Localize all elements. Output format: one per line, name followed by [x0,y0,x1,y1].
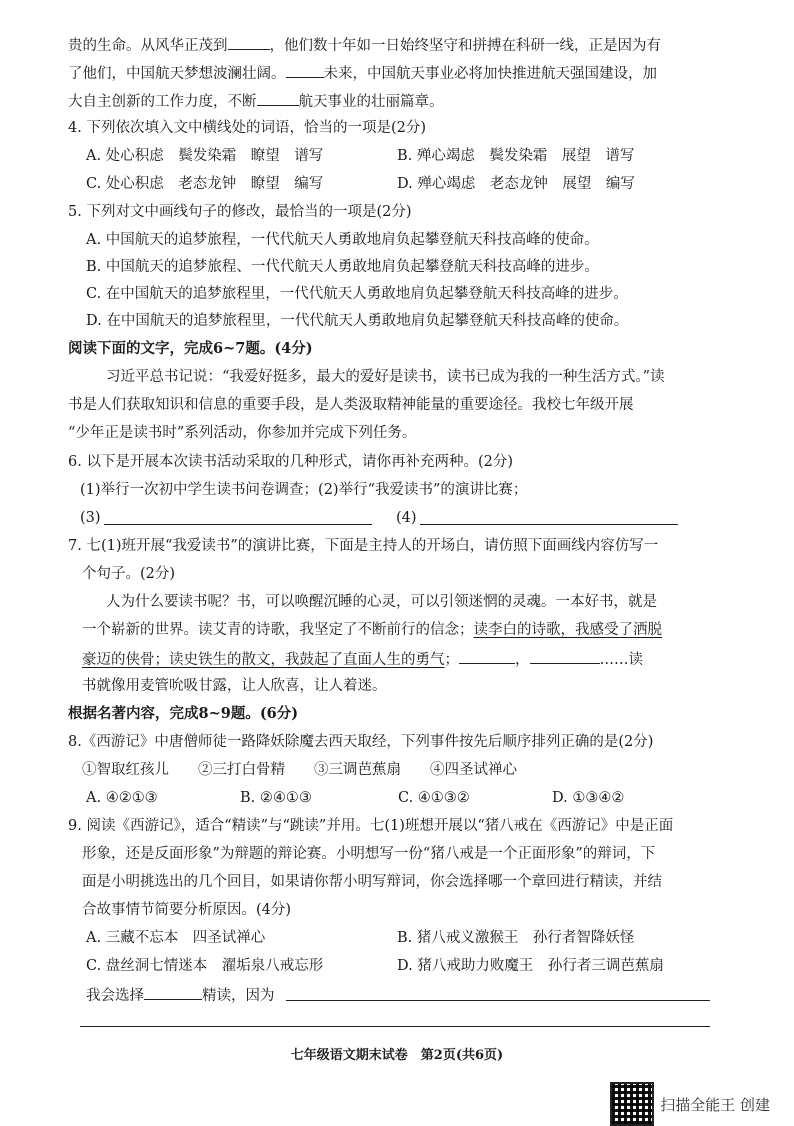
intro-line-2: 了他们，中国航天梦想波澜壮阔。 未来，中国航天事业必将加快推进航天强国建设，加 [68,62,794,84]
q9-answer-line: 我会选择 精读，因为 [86,984,794,1006]
q7-passage-line: 一个崭新的世界。读艾青的诗歌，我坚定了不断前行的信念；读李白的诗歌，我感受了洒脱 [82,622,662,638]
fill-blank[interactable] [257,90,299,106]
q9-stem-cont: 形象，还是反面形象”为辩题的辩论赛。小明想写一份“猪八戒是一个正面形象”的辩词，下 [82,846,656,862]
q8-option-d[interactable]: D. ①③④② [552,790,625,806]
scanner-watermark [610,1082,770,1126]
q6-label-3: (3) [80,510,101,526]
imitation-blank-2[interactable] [530,648,600,664]
chapter-choice-field[interactable] [144,984,202,1000]
q9-option-a[interactable]: A. 三藏不忘本 四圣试禅心 [86,930,266,946]
q9-stem-cont: 合故事情节简要分析原因。(4分) [82,902,292,918]
q8-option-c[interactable]: C. ④①③② [398,790,470,806]
q8-stem: 8.《西游记》中唐僧师徒一路降妖除魔去西天取经，下列事件按先后顺序排列正确的是(2分) [68,734,654,750]
q4-option-d[interactable]: D. 殚心竭虑 老态龙钟 展望 编写 [397,176,635,192]
q7-passage-line: 人为什么要读书呢？书，可以唤醒沉睡的心灵，可以引领迷惘的灵魂。一本好书，就是 [106,594,657,610]
q6-stem: 6. 以下是开展本次读书活动采取的几种形式，请你再补充两种。(2分) [68,454,513,470]
q9-option-d[interactable]: D. 猪八戒助力败魔王 孙行者三调芭蕉扇 [397,958,664,974]
q5-option-a[interactable]: A. 中国航天的追梦旅程，一代代航天人勇敢地肩负起攀登航天科技高峰的使命。 [86,232,599,248]
q4-option-a[interactable]: A. 处心积虑 鬓发染霜 瞭望 谱写 [86,148,324,164]
qr-code-icon [610,1082,654,1126]
q8-events: ①智取红孩儿 ②三打白骨精 ③三调芭蕉扇 ④四圣试禅心 [82,762,517,778]
q6-label-4: (4) [396,510,417,526]
q5-stem: 5. 下列对文中画线句子的修改，最恰当的一项是(2分) [68,204,412,220]
q9-option-c[interactable]: C. 盘丝洞七情迷本 濯垢泉八戒忘形 [86,958,324,974]
q4-stem: 4. 下列依次填入文中横线处的词语，恰当的一项是(2分) [68,120,426,136]
page-footer: 七年级语文期末试卷 第2页(共6页) [290,1048,504,1063]
intro-line-3: 大自主创新的工作力度，不断 航天事业的壮丽篇章。 [68,90,794,112]
imitation-blank-1[interactable] [459,648,515,664]
q5-option-d[interactable]: D. 在中国航天的追梦旅程里，一代代航天人勇敢地肩负起攀登航天科技高峰的使命。 [86,313,629,329]
passage-line: “少年正是读书时”系列活动，你参加并完成下列任务。 [68,425,417,441]
fill-blank[interactable] [228,34,270,50]
model-sentence-cont: 豪迈的侠骨；读史铁生的散文，我鼓起了直面人生的勇气 [82,652,445,668]
intro-line-1: 贵的生命。从风华正茂到 ，他们数十年如一日始终坚守和拼搏在科研一线，正是因为有 [68,34,794,56]
q6-given: (1)举行一次初中学生读书问卷调查；(2)举行“我爱读书”的演讲比赛； [80,482,528,498]
q6-answer-4-field[interactable] [420,524,678,525]
q9-option-b[interactable]: B. 猪八戒义激猴王 孙行者智降妖怪 [397,930,635,946]
q5-option-c[interactable]: C. 在中国航天的追梦旅程里，一代代航天人勇敢地肩负起攀登航天科技高峰的进步。 [86,286,628,302]
q6-answer-3-field[interactable] [104,524,372,525]
reason-field-line-1[interactable] [286,1000,710,1001]
section-heading-6-7: 阅读下面的文字，完成6~7题。(4分) [68,340,313,357]
q8-option-a[interactable]: A. ④②①③ [86,790,158,806]
passage-line: 习近平总书记说：“我爱好挺多，最大的爱好是读书，读书已成为我的一种生活方式。”读 [106,369,665,385]
q5-option-b[interactable]: B. 中国航天的追梦旅程、一代代航天人勇敢地肩负起攀登航天科技高峰的进步。 [86,259,599,275]
q7-passage-line: 书就像用麦管吮吸甘露，让人欣喜，让人着迷。 [82,678,387,694]
section-heading-8-9: 根据名著内容，完成8~9题。(6分) [68,705,299,722]
model-sentence: 读李白的诗歌，我感受了洒脱 [473,622,662,638]
q7-stem-cont: 个句子。(2分) [82,566,176,582]
reason-field-line-2[interactable] [80,1026,710,1027]
passage-line: 书是人们获取知识和信息的重要手段，是人类汲取精神能量的重要途径。我校七年级开展 [68,397,634,413]
q4-option-b[interactable]: B. 殚心竭虑 鬓发染霜 展望 谱写 [397,148,635,164]
q4-option-c[interactable]: C. 处心积虑 老态龙钟 瞭望 编写 [86,176,324,192]
fill-blank[interactable] [286,62,324,78]
q9-stem: 9. 阅读《西游记》，适合“精读”与“跳读”并用。七(1)班想开展以“猪八戒在《西游记》中是正面 [68,818,674,834]
q9-stem-cont: 面是小明挑选出的几个回目，如果请你帮小明写辩词，你会选择哪一个章回进行精读，并结 [82,874,662,890]
q8-option-b[interactable]: B. ②④①③ [240,790,312,806]
q7-passage-line: 豪迈的侠骨；读史铁生的散文，我鼓起了直面人生的勇气； ， ……读 [82,648,794,670]
q7-stem: 7. 七(1)班开展“我爱读书”的演讲比赛，下面是主持人的开场白，请仿照下面画线内容仿写一 [68,538,659,554]
watermark-text: 扫描全能王 创建 [660,1095,770,1114]
